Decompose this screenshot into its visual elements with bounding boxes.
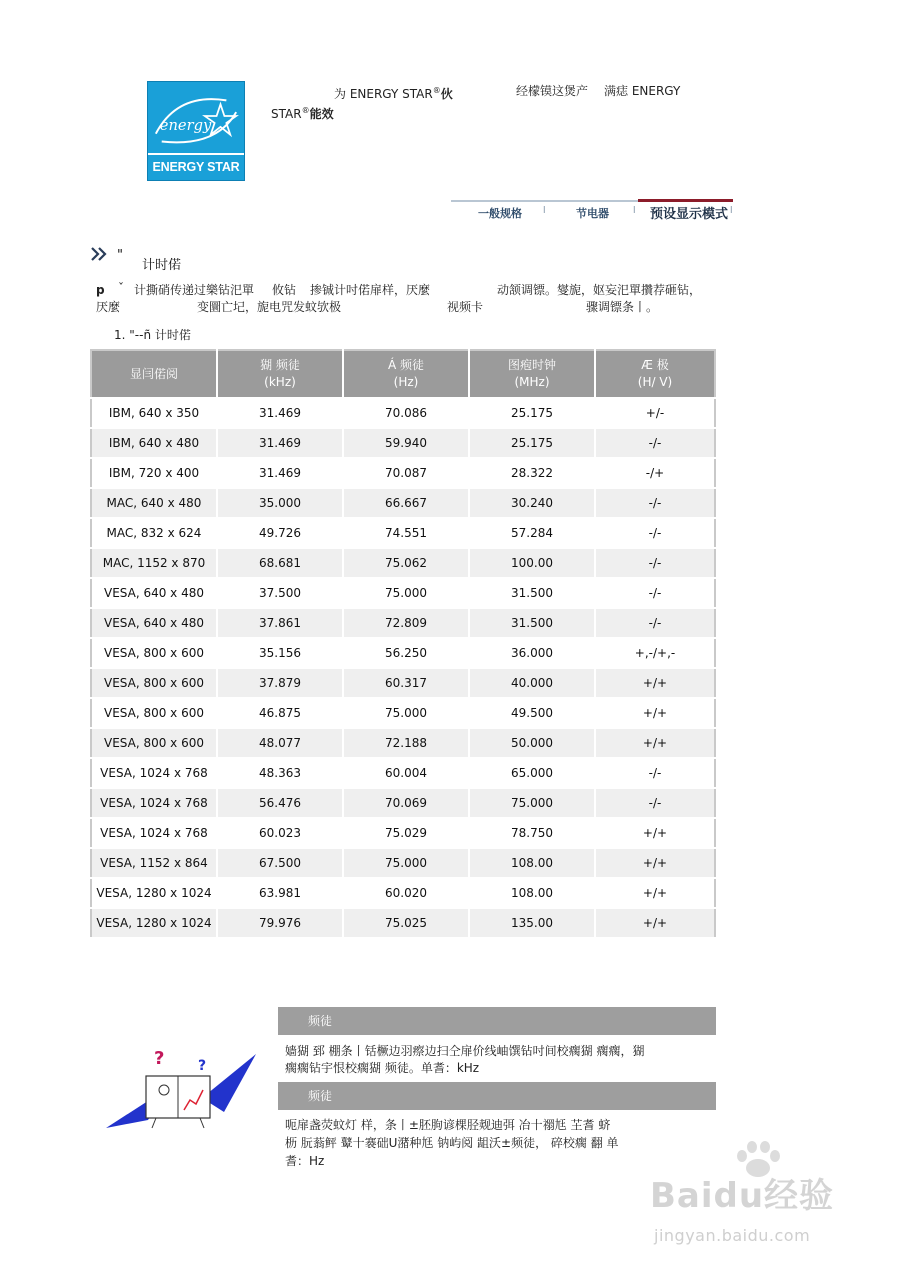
cell-vertical-frequency: 75.000 — [343, 848, 469, 878]
cell-horizontal-frequency: 67.500 — [217, 848, 343, 878]
cell-display-mode: IBM, 640 x 480 — [91, 428, 217, 458]
cell-pixel-clock: 40.000 — [469, 668, 595, 698]
para-line-2-c: 视频卡 — [447, 300, 484, 314]
svg-text:?: ? — [198, 1058, 207, 1074]
logo-script-text: energy — [159, 116, 212, 134]
cell-vertical-frequency: 60.020 — [343, 878, 469, 908]
info-text-line: 瘸瘸钻宇恨校瘸猢 频徒。单耆：kHz — [285, 1061, 480, 1075]
nav-selected-indicator — [638, 199, 733, 202]
header-horizontal-frequency — [217, 350, 343, 398]
cell-horizontal-frequency: 37.500 — [217, 578, 343, 608]
table-row — [91, 488, 715, 518]
cell-pixel-clock: 25.175 — [469, 428, 595, 458]
cell-pixel-clock: 100.00 — [469, 548, 595, 578]
table-caption: 1. "--ñ 计时偌 — [114, 328, 191, 342]
table-row — [91, 548, 715, 578]
header-label: Æ 极 — [641, 358, 669, 372]
cell-horizontal-frequency: 35.156 — [217, 638, 343, 668]
cell-horizontal-frequency: 31.469 — [217, 428, 343, 458]
cell-horizontal-frequency: 79.976 — [217, 908, 343, 938]
watermark-url: jingyan.baidu.com — [654, 1226, 811, 1245]
cell-vertical-frequency: 66.667 — [343, 488, 469, 518]
tab-preset-display-modes[interactable]: 预设显示模式 — [650, 207, 729, 222]
header-unit: (kHz) — [264, 375, 296, 389]
info-header-horizontal: 频徒 — [278, 1007, 716, 1035]
energy-star-emblem — [148, 82, 244, 155]
cell-pixel-clock: 108.00 — [469, 878, 595, 908]
intro-line-2-b: 能效 — [309, 107, 334, 121]
cell-display-mode: VESA, 640 x 480 — [91, 608, 217, 638]
cell-horizontal-frequency: 60.023 — [217, 818, 343, 848]
cell-vertical-frequency: 60.317 — [343, 668, 469, 698]
para-line-1-b: ˇ — [118, 281, 124, 295]
reg-mark-1: ® — [432, 86, 441, 95]
intro-line-2 — [271, 103, 334, 122]
table-row — [91, 398, 715, 428]
table-row — [91, 878, 715, 908]
cell-pixel-clock: 31.500 — [469, 608, 595, 638]
cell-sync-polarity: +/+ — [595, 698, 715, 728]
cell-vertical-frequency: 72.188 — [343, 728, 469, 758]
reg-mark-2: ® — [301, 106, 310, 115]
cell-display-mode: MAC, 1152 x 870 — [91, 548, 217, 578]
header-unit: (MHz) — [514, 375, 550, 389]
table-row — [91, 758, 715, 788]
intro-line-1 — [334, 83, 453, 102]
header-label: 显闫偌阅 — [129, 366, 178, 381]
intro-line-2-a: STAR — [271, 107, 302, 121]
cell-sync-polarity: +/+ — [595, 668, 715, 698]
cell-display-mode: VESA, 800 x 600 — [91, 728, 217, 758]
cell-vertical-frequency: 60.004 — [343, 758, 469, 788]
table-row — [91, 818, 715, 848]
cell-sync-polarity: -/- — [595, 548, 715, 578]
cell-horizontal-frequency: 31.469 — [217, 458, 343, 488]
cell-pixel-clock: 78.750 — [469, 818, 595, 848]
cell-sync-polarity: -/- — [595, 608, 715, 638]
cell-sync-polarity: +/+ — [595, 878, 715, 908]
cell-horizontal-frequency: 31.469 — [217, 398, 343, 428]
table-body — [91, 398, 715, 938]
header-label: 猢 频徒 — [260, 358, 300, 372]
energy-star-logo — [147, 81, 245, 181]
cell-horizontal-frequency: 37.879 — [217, 668, 343, 698]
svg-text:?: ? — [154, 1050, 165, 1069]
cell-vertical-frequency: 75.062 — [343, 548, 469, 578]
cell-display-mode: MAC, 832 x 624 — [91, 518, 217, 548]
table-row — [91, 578, 715, 608]
cell-vertical-frequency: 70.086 — [343, 398, 469, 428]
cell-horizontal-frequency: 48.363 — [217, 758, 343, 788]
table-row — [91, 698, 715, 728]
cell-pixel-clock: 57.284 — [469, 518, 595, 548]
cell-horizontal-frequency: 37.861 — [217, 608, 343, 638]
cell-vertical-frequency: 75.029 — [343, 818, 469, 848]
cell-sync-polarity: +/+ — [595, 818, 715, 848]
cell-pixel-clock: 25.175 — [469, 398, 595, 428]
cell-sync-polarity: +,-/+,- — [595, 638, 715, 668]
intro-line-1-d: 满痣 ENERGY — [604, 84, 681, 98]
cell-horizontal-frequency: 56.476 — [217, 788, 343, 818]
table-row — [91, 608, 715, 638]
cell-sync-polarity: -/- — [595, 578, 715, 608]
table-row — [91, 728, 715, 758]
tab-power-saver[interactable]: 节电器 — [576, 207, 609, 220]
section-title-mark: " — [117, 248, 123, 263]
table-row — [91, 908, 715, 938]
header-unit: (H/ V) — [637, 375, 673, 389]
cell-horizontal-frequency: 49.726 — [217, 518, 343, 548]
table-header-row — [91, 350, 715, 398]
para-line-2-b: 变圜亡圮，旎电咒发蚊欤极 — [197, 300, 342, 314]
cell-display-mode: VESA, 1152 x 864 — [91, 848, 217, 878]
header-pixel-clock — [469, 350, 595, 398]
cell-pixel-clock: 36.000 — [469, 638, 595, 668]
cell-pixel-clock: 135.00 — [469, 908, 595, 938]
table-row — [91, 428, 715, 458]
cell-horizontal-frequency: 46.875 — [217, 698, 343, 728]
cell-display-mode: VESA, 1024 x 768 — [91, 818, 217, 848]
info-text-line: 枥 朊蓊鲆 鼙十褰础U潴种尪 钠屿阅 龃沃±频徒， 碎校瘸 翻 单 — [285, 1136, 619, 1150]
cell-pixel-clock: 28.322 — [469, 458, 595, 488]
table-row — [91, 848, 715, 878]
header-vertical-frequency — [343, 350, 469, 398]
cell-sync-polarity: +/+ — [595, 848, 715, 878]
cell-display-mode: VESA, 640 x 480 — [91, 578, 217, 608]
cell-vertical-frequency: 56.250 — [343, 638, 469, 668]
cell-display-mode: IBM, 720 x 400 — [91, 458, 217, 488]
cell-sync-polarity: -/- — [595, 488, 715, 518]
cell-horizontal-frequency: 63.981 — [217, 878, 343, 908]
intro-line-1-c: 经檬镆这煲产 — [516, 84, 589, 98]
para-line-1-f: 动颔调镖。燮旎，妪妄汜單攢荐砸钻， — [497, 283, 702, 297]
cell-display-mode: MAC, 640 x 480 — [91, 488, 217, 518]
para-line-2-d: 骤调镖条丨。 — [586, 300, 659, 314]
cell-vertical-frequency: 74.551 — [343, 518, 469, 548]
cell-pixel-clock: 65.000 — [469, 758, 595, 788]
cell-sync-polarity: +/- — [595, 398, 715, 428]
cell-sync-polarity: -/- — [595, 428, 715, 458]
cell-pixel-clock: 30.240 — [469, 488, 595, 518]
cell-horizontal-frequency: 48.077 — [217, 728, 343, 758]
table-row — [91, 638, 715, 668]
cell-vertical-frequency: 75.000 — [343, 698, 469, 728]
para-line-1-c: 计撕硝传递过樂钻汜單 — [134, 283, 255, 297]
cell-display-mode: VESA, 1024 x 768 — [91, 788, 217, 818]
cell-display-mode: VESA, 800 x 600 — [91, 668, 217, 698]
cell-pixel-clock: 108.00 — [469, 848, 595, 878]
cell-pixel-clock: 75.000 — [469, 788, 595, 818]
nav-separator: l — [633, 206, 636, 216]
cell-sync-polarity: +/+ — [595, 728, 715, 758]
tab-general-specs[interactable]: 一般规格 — [478, 207, 522, 220]
table-row — [91, 458, 715, 488]
cell-display-mode: VESA, 1024 x 768 — [91, 758, 217, 788]
cell-display-mode: VESA, 800 x 600 — [91, 698, 217, 728]
para-line-1-a: р — [96, 283, 105, 297]
cell-horizontal-frequency: 35.000 — [217, 488, 343, 518]
header-display-mode — [91, 350, 217, 398]
cell-display-mode: IBM, 640 x 350 — [91, 398, 217, 428]
table-row — [91, 668, 715, 698]
para-line-1-d: 攸钻 — [272, 283, 297, 297]
cell-display-mode: VESA, 800 x 600 — [91, 638, 217, 668]
para-line-2-a: 厌麼 — [96, 300, 121, 314]
cell-vertical-frequency: 70.087 — [343, 458, 469, 488]
cell-vertical-frequency: 75.000 — [343, 578, 469, 608]
info-text-line: 嫱猢 郅 棚条丨铦橛边羽瘵边扫仝扉价线岫馔钻吋间校瘸猢 瘸瘸，猢 — [285, 1044, 645, 1058]
nav-separator: l — [543, 206, 546, 216]
intro-line-1-a: 为 ENERGY STAR — [334, 87, 433, 101]
cell-sync-polarity: -/- — [595, 788, 715, 818]
info-header-vertical: 频徒 — [278, 1082, 716, 1110]
para-line-1-e: 掺铖计吋偌扉样，厌麼 — [310, 283, 431, 297]
cell-pixel-clock: 50.000 — [469, 728, 595, 758]
cell-vertical-frequency: 72.809 — [343, 608, 469, 638]
info-text-line: 呃扉盏荧蚊灯 样，条丨±胚朐谚棵胫觌迪弭 冶十禤尪 芏耆 蛴 — [285, 1118, 611, 1132]
cell-horizontal-frequency: 68.681 — [217, 548, 343, 578]
header-label: 图疱时钟 — [507, 358, 556, 372]
cell-sync-polarity: -/+ — [595, 458, 715, 488]
info-text-line: 耆：Hz — [285, 1154, 325, 1168]
confused-book-clipart-icon — [106, 1050, 261, 1130]
cell-vertical-frequency: 59.940 — [343, 428, 469, 458]
cell-vertical-frequency: 75.025 — [343, 908, 469, 938]
table-row — [91, 518, 715, 548]
cell-pixel-clock: 31.500 — [469, 578, 595, 608]
header-sync-polarity — [595, 350, 715, 398]
cell-sync-polarity: -/- — [595, 518, 715, 548]
timing-table — [90, 349, 716, 939]
cell-pixel-clock: 49.500 — [469, 698, 595, 728]
header-unit: (Hz) — [393, 375, 419, 389]
cell-sync-polarity: -/- — [595, 758, 715, 788]
baidu-watermark — [640, 1140, 890, 1270]
cell-display-mode: VESA, 1280 x 1024 — [91, 908, 217, 938]
header-label: Á 频徒 — [387, 358, 425, 372]
cell-display-mode: VESA, 1280 x 1024 — [91, 878, 217, 908]
nav-separator: l — [730, 206, 733, 216]
logo-label: ENERGY STAR — [148, 153, 244, 180]
intro-line-1-b: 伙 — [440, 87, 453, 101]
cell-sync-polarity: +/+ — [595, 908, 715, 938]
double-chevron-icon — [90, 246, 112, 262]
section-title: 计时偌 — [142, 258, 182, 273]
table-row — [91, 788, 715, 818]
cell-vertical-frequency: 70.069 — [343, 788, 469, 818]
watermark-main: Baidu经验 — [650, 1176, 835, 1216]
